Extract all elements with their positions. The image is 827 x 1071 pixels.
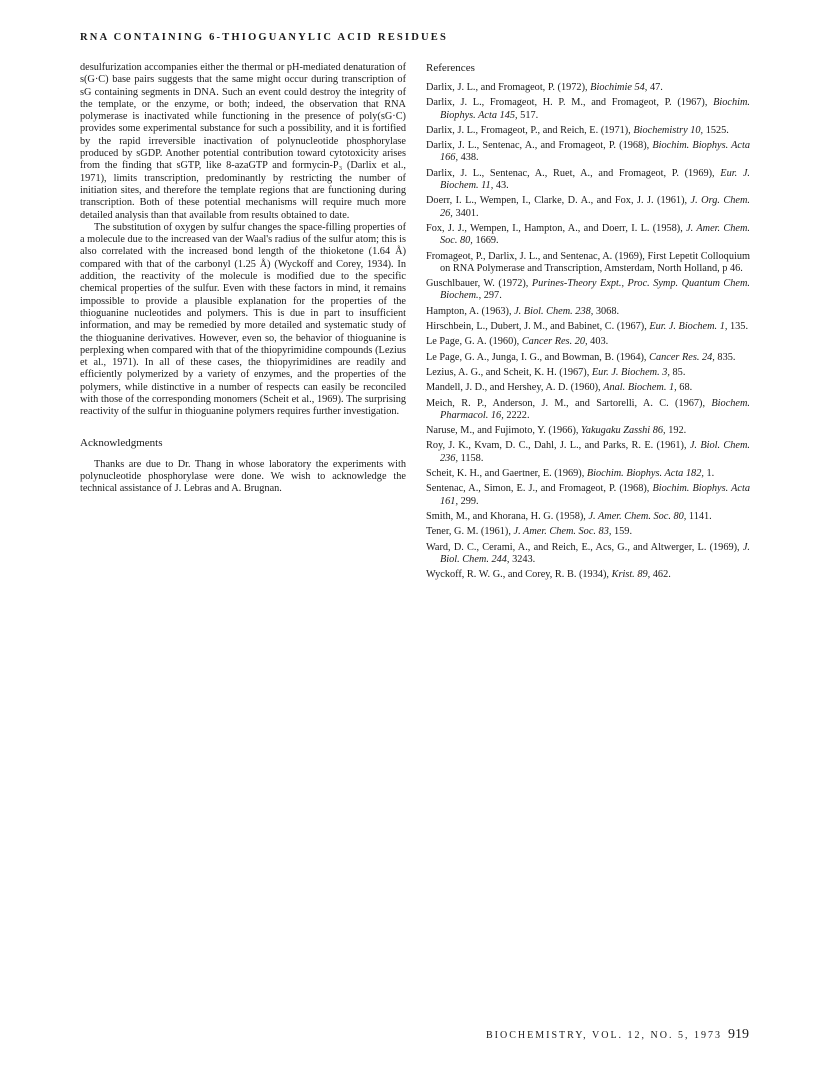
reference-pages: 85.	[669, 366, 686, 378]
reference-authors: Darlix, J. L., Sentenac, A., and Fromageot, P. (1968),	[426, 140, 653, 152]
reference-journal: Yakugaku Zasshi 86,	[581, 425, 666, 437]
reference-authors: Darlix, J. L., Sentenac, A., Ruet, A., and Fromageot, P. (1969),	[426, 167, 721, 179]
reference-authors: Ward, D. C., Cerami, A., and Reich, E., Acs, G., and Altwerger, L. (1969),	[426, 541, 743, 553]
reference-pages: 462.	[650, 569, 671, 581]
reference-journal: Biochim. Biophys. Acta 145,	[440, 97, 750, 121]
reference-authors: Roy, J. K., Kvam, D. C., Dahl, J. L., and Parks, R. E. (1961),	[426, 440, 690, 452]
reference-item	[426, 526, 750, 538]
reference-authors: Darlix, J. L., Fromageot, P., and Reich, E. (1971),	[426, 124, 634, 136]
reference-pages: 1525.	[703, 124, 729, 136]
reference-item	[426, 569, 750, 581]
reference-journal: J. Biol. Chem. 244,	[440, 541, 750, 565]
reference-item	[426, 542, 750, 567]
reference-journal: Biochim. Biophys. Acta 182,	[586, 468, 704, 480]
page-number: 919	[728, 1027, 749, 1042]
reference-pages: 1669.	[472, 235, 499, 247]
reference-pages: 159.	[611, 526, 633, 538]
reference-item	[426, 306, 750, 318]
reference-item	[426, 398, 750, 423]
reference-authors: Darlix, J. L., Fromageot, H. P. M., and Fromageot, P. (1967),	[426, 97, 714, 109]
references-column	[426, 62, 750, 584]
reference-journal: Anal. Biochem. 1,	[603, 382, 677, 394]
reference-journal: Biochim. Biophys. Acta 166,	[440, 140, 751, 164]
reference-journal: Biochim. Biophys. Acta 161,	[440, 483, 751, 507]
reference-authors: Darlix, J. L., and Fromageot, P. (1972),	[426, 82, 591, 93]
reference-pages: 68.	[676, 382, 693, 394]
reference-authors: Mandell, J. D., and Hershey, A. D. (1960),	[426, 382, 604, 394]
body-paragraph-1: desulfurization accompanies either the thermal or pH-mediated denaturation of s(G·C) base pairs suggests that the same might occur during transcription of sG containing segments in DNA. Such an event could destroy the integrity of the template, or the enzyme, or both; indeed, the observation that RNA polymerase is inactivated while functioning in the presence of poly(sG·C) provides some experimental substance for such a possibility, and it is fortified by the rapid irreversible inactivation of polynucleotide phosphorylase produced by sGDP. Another potential contribution toward cytotoxicity arises from the finding that sGTP, like 8-azaGTP and formycin-P₃ (Darlix et al., 1971), limits transcription, predominantly by restricting the number of initiation sites, and therefore the template regions that are functioning during transcription. Both of these potential mechanisms will require much more detailed analysis than that available from results obtained to date.	[80, 62, 406, 221]
reference-journal: J. Amer. Chem. Soc. 80,	[440, 222, 750, 247]
references-heading: References	[426, 62, 475, 74]
reference-journal: Eur. J. Biochem. 11,	[440, 167, 750, 192]
reference-item	[426, 140, 750, 165]
reference-item	[426, 440, 750, 465]
reference-item	[426, 367, 750, 379]
reference-journal: Biochemistry 10,	[633, 124, 704, 136]
reference-authors: Fox, J. J., Wempen, I., Hampton, A., and Doerr, I. L. (1958),	[426, 222, 687, 234]
reference-item	[426, 125, 750, 137]
reference-authors: Le Page, G. A., Junga, I. G., and Bowman, B. (1964),	[426, 351, 650, 363]
reference-pages: 517.	[517, 109, 539, 121]
reference-pages: 438.	[458, 152, 479, 164]
reference-authors: Lezius, A. G., and Scheit, K. H. (1967),	[426, 366, 592, 378]
reference-pages: 135.	[727, 321, 749, 333]
acknowledgments-text: Thanks are due to Dr. Thang in whose laboratory the experiments with polynucleotide phosphorylase were done. We wish to acknowledge the technical assistance of J. Lebras and A. Brugnan.	[80, 458, 406, 495]
reference-item	[426, 223, 750, 248]
reference-item	[426, 336, 750, 348]
reference-pages: 297.	[481, 290, 502, 302]
reference-pages: 403.	[587, 336, 609, 348]
reference-item	[426, 168, 750, 193]
reference-item	[426, 468, 750, 480]
reference-journal: Eur. J. Biochem. 1,	[649, 321, 728, 333]
reference-authors: Hirschbein, L., Dubert, J. M., and Babinet, C. (1967),	[426, 321, 650, 333]
reference-pages: 1158.	[458, 452, 484, 464]
reference-item	[426, 82, 750, 94]
reference-authors: Guschlbauer, W. (1972),	[426, 278, 532, 290]
reference-journal: Cancer Res. 24,	[649, 351, 715, 363]
reference-item	[426, 195, 750, 220]
reference-item	[426, 321, 750, 333]
page-footer	[486, 1027, 749, 1043]
reference-journal: J. Biol. Chem. 238,	[514, 305, 594, 317]
reference-item	[426, 97, 750, 122]
reference-journal: Biochimie 54,	[590, 82, 648, 93]
reference-journal: Purines-Theory Expt., Proc. Symp. Quantum Chem. Biochem.,	[440, 278, 751, 302]
reference-journal: J. Amer. Chem. Soc. 80,	[588, 510, 687, 522]
reference-item	[426, 511, 750, 523]
reference-pages: 43.	[493, 180, 509, 192]
reference-authors: Naruse, M., and Fujimoto, Y. (1966),	[426, 425, 582, 437]
journal-citation: BIOCHEMISTRY, VOL. 12, NO. 5, 1973	[486, 1030, 722, 1041]
reference-authors: Sentenac, A., Simon, E. J., and Fromageot, P. (1968),	[426, 483, 653, 495]
reference-authors: Hampton, A. (1963),	[426, 305, 515, 317]
reference-pages: 3401.	[452, 207, 479, 219]
reference-item	[426, 352, 750, 364]
reference-journal: J. Biol. Chem. 236,	[440, 440, 750, 464]
reference-pages: 2222.	[503, 409, 530, 421]
reference-pages: 299.	[458, 495, 479, 507]
reference-item	[426, 278, 750, 303]
body-paragraph-2: The substitution of oxygen by sulfur changes the space-filling properties of a molecule due to the increased van der Waal's radius of the sulfur atom; this is also correlated with the increased bond length of the thioketone (1.64 Å) compared with that of the carbonyl (1.25 Å) (Wyckoff and Corey, 1934). In addition, the reactivity of the molecule is modified due to the specific chemical properties of the sulfur. Even with these factors in mind, it remains impossible to provide a plausible explanation for the properties of the thioguanine nucleotides and polymers. This is due in part to insufficient information, and may be remedied by more detailed and systematic study of the thioguanine derivatives. However, even so, the behavior of thioguanine is perplexing when compared with that of the thiopyrimidine compounds (Lezius et al., 1971). In all of these cases, the thiopyrimidines are readily and efficiently polymerized by a variety of enzymes, and the properties of the polymers, while distinctive in a number of respects can easily be reconciled with those of the corresponding monomers (Scheit et al., 1969). The surprising reactivity of the sulfur in thioguanine polymers requires further investigation.	[80, 221, 406, 418]
reference-authors: Le Page, G. A. (1960),	[426, 336, 522, 348]
reference-item	[426, 382, 750, 394]
reference-authors: Smith, M., and Khorana, H. G. (1958),	[426, 510, 589, 522]
reference-pages: 47.	[647, 82, 663, 93]
reference-authors: Wyckoff, R. W. G., and Corey, R. B. (1934),	[426, 569, 612, 581]
reference-pages: 3068.	[593, 305, 620, 317]
reference-item	[426, 483, 750, 508]
reference-authors: Tener, G. M. (1961),	[426, 526, 514, 538]
reference-journal: J. Amer. Chem. Soc. 83,	[513, 526, 612, 538]
reference-journal: J. Org. Chem. 26,	[440, 195, 750, 219]
left-column	[80, 62, 406, 496]
reference-pages: 1141.	[686, 510, 712, 522]
reference-journal: Krist. 89,	[611, 569, 651, 581]
reference-authors: Doerr, I. L., Wempen, I., Clarke, D. A., and Fox, J. J. (1961),	[426, 195, 691, 207]
acknowledgments-heading: Acknowledgments	[80, 436, 163, 449]
reference-journal: Biochem. Pharmacol. 16,	[440, 397, 750, 421]
running-head: RNA CONTAINING 6-THIOGUANYLIC ACID RESIDUES	[80, 32, 449, 43]
reference-pages: 3243.	[509, 553, 536, 565]
reference-pages: 1.	[703, 468, 715, 480]
reference-journal: Cancer Res. 20,	[521, 336, 588, 348]
reference-list	[426, 82, 750, 581]
reference-pages: 192.	[665, 425, 687, 437]
reference-item	[426, 425, 750, 437]
reference-item	[426, 251, 750, 276]
reference-authors: Scheit, K. H., and Gaertner, E. (1969),	[426, 468, 587, 480]
reference-authors: Meich, R. P., Anderson, J. M., and Sartorelli, A. C. (1967),	[426, 397, 712, 409]
reference-pages: 835.	[714, 351, 736, 363]
reference-authors: Fromageot, P., Darlix, J. L., and Sentenac, A. (1969), First Lepetit Colloquium on RNA Polymerase and Transcription, Amsterdam, North Holland, p 46.	[426, 250, 750, 274]
reference-journal: Eur. J. Biochem. 3,	[591, 366, 670, 378]
